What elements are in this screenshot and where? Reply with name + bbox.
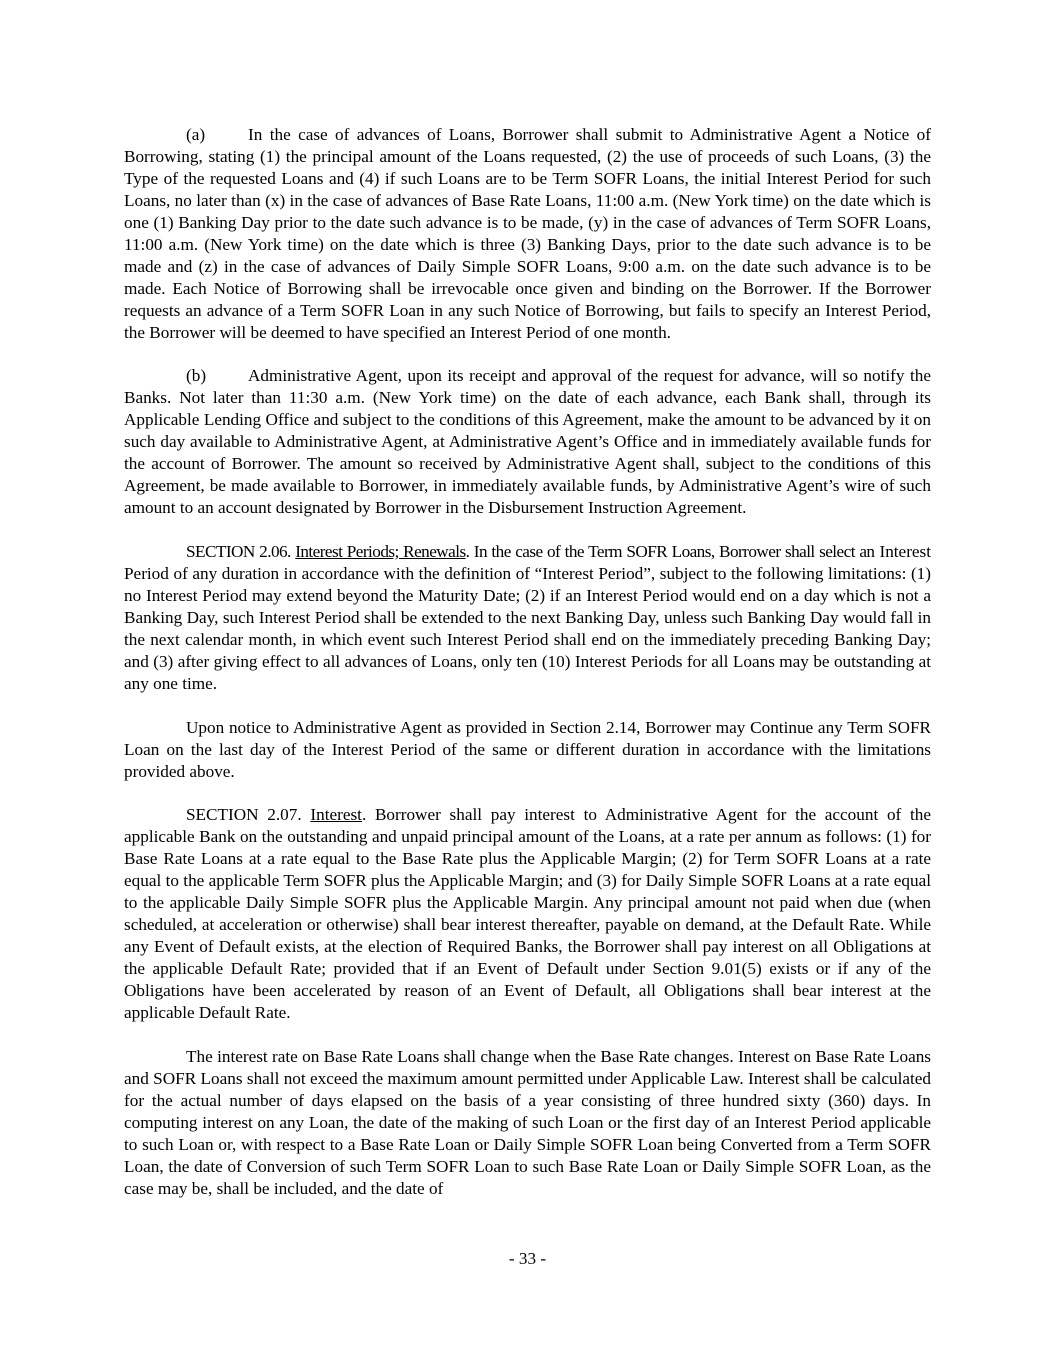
- document-page: [124, 124, 931, 1222]
- section-text: . Borrower shall pay interest to Administrative Agent for the account of the applicable Bank on the outstanding and unpaid principal amount of the Loans, at a rate per annum as follows: (1) for Base Rate Loans at a rate equal to the Base Rate plus the Applicable Margin; (2) for Term SOFR Loans at a rate equal to the applicable Term SOFR plus the Applicable Margin; and (3) for Daily Simple SOFR Loans at a rate equal to the applicable Daily Simple SOFR plus the Applicable Margin. Any principal amount not paid when due (when scheduled, at acceleration or otherwise) shall bear interest thereafter, payable on demand, at the Default Rate. While any Event of Default exists, at the election of Required Banks, the Borrower shall pay interest on all Obligations at the applicable Default Rate; provided that if an Event of Default under Section 9.01(5) exists or if any of the Obligations have been accelerated by reason of an Event of Default, all Obligations shall bear interest at the applicable Default Rate.: [124, 805, 931, 1023]
- paragraph-b: [124, 365, 931, 519]
- section-heading: Interest: [310, 805, 362, 825]
- section-2-07: [124, 804, 931, 1024]
- section-number: SECTION 2.06.: [186, 542, 296, 562]
- paragraph-text: Upon notice to Administrative Agent as provided in Section 2.14, Borrower may Continue any Term SOFR Loan on the last day of the Interest Period of the same or different duration in accordance with the limitations provided above.: [124, 717, 931, 781]
- paragraph-label: (b): [186, 366, 207, 386]
- page-number: - 33 -: [508, 1249, 547, 1268]
- paragraph-label: (a): [186, 125, 206, 144]
- section-text-start: . In the case of the Term SOFR Loans, Borrower shall select an: [465, 542, 875, 562]
- paragraph-text: In the case of advances of Loans, Borrower shall submit to Administrative Agent a Notice of Borrowing, stating (1) the principal amount of the Loans requested, (2) the use of proceeds of such Loans, (3) the Type of the requested Loans and (4) if such Loans are to be Term SOFR Loans, the initial Interest Period for such Loans, no later than (x) in the case of advances of Base Rate Loans, 11:00 a.m. (New York time) on the date which is one (1) Banking Day prior to the date such advance is to be made, (y) in the case of advances of Term SOFR Loans, 11:00 a.m. (New York time) on the date which is three (3) Banking Days, prior to the date such advance is to be made and (z) in the case of advances of Daily Simple SOFR Loans, 9:00 a.m. on the date such advance is to be made. Each Notice of Borrowing shall be irrevocable once given and binding on the Borrower. If the Borrower requests an advance of a Term SOFR Loan in any such Notice of Borrowing, but fails to specify an Interest Period, the Borrower will be deemed to have specified an Interest Period of one month.: [124, 125, 931, 342]
- paragraph-interest-rate: [124, 1046, 931, 1200]
- paragraph-continue: [124, 717, 931, 783]
- section-heading: Interest Periods; Renewals: [295, 542, 466, 562]
- section-number: SECTION 2.07.: [186, 805, 311, 825]
- paragraph-text: Administrative Agent, upon its receipt and approval of the request for advance, will so notify the Banks. Not later than 11:30 a.m. (New York time) on the date of each advance, each Bank shall, through its Applicable Lending Office and subject to the conditions of this Agreement, make the amount to be advanced by it on such day available to Administrative Agent, at Administrative Agent’s Office and in immediately available funds for the account of Borrower. The amount so received by Administrative Agent shall, subject to the conditions of this Agreement, be made available to Borrower, in immediately available funds, by Administrative Agent’s wire of such amount to an account designated by Borrower in the Disbursement Instruction Agreement.: [124, 366, 931, 518]
- section-text: Interest Period of any duration in accordance with the definition of “Interest Period”, subject to the following limitations: (1) no Interest Period may extend beyond the Maturity Date; (2) if an Interest Period would end on a day which is not a Banking Day, such Interest Period shall be extended to the next Banking Day, unless such Banking Day would fall in the next calendar month, in which event such Interest Period shall end on the immediately preceding Banking Day; and (3) after giving effect to all advances of Loans, only ten (10) Interest Periods for all Loans may be outstanding at any one time.: [124, 542, 932, 693]
- section-2-06: [124, 541, 931, 695]
- paragraph-text: The interest rate on Base Rate Loans shall change when the Base Rate changes. Interest on Base Rate Loans and SOFR Loans shall not exceed the maximum amount permitted under Applicable Law. Interest shall be calculated for the actual number of days elapsed on the basis of a year consisting of three hundred sixty (360) days. In computing interest on any Loan, the date of the making of such Loan or the first day of an Interest Period applicable to such Loan or, with respect to a Base Rate Loan or Daily Simple SOFR Loan being Converted from a Term SOFR Loan, the date of Conversion of such Term SOFR Loan to such Base Rate Loan or Daily Simple SOFR Loan, as the case may be, shall be included, and the date of: [124, 1046, 931, 1198]
- paragraph-a: [124, 124, 931, 344]
- section-first-line: [186, 542, 874, 561]
